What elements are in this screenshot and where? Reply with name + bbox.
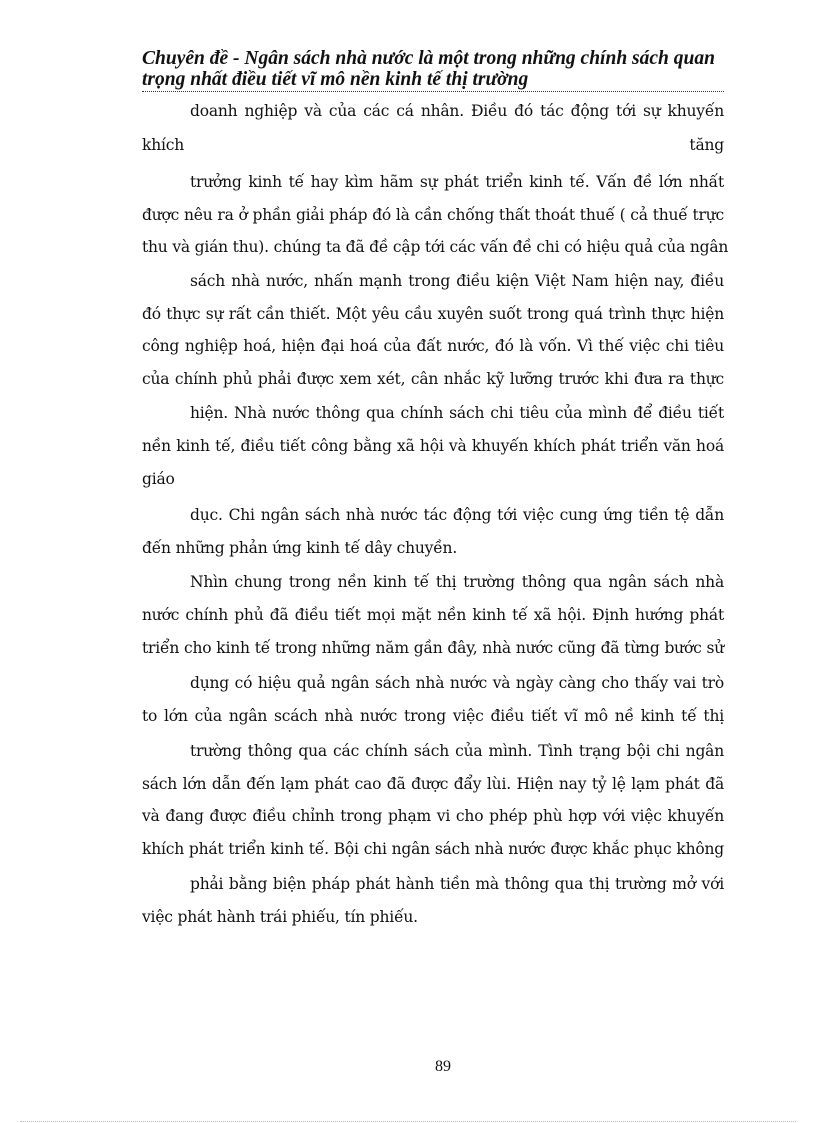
paragraph-line: và đang được điều chỉnh trong phạm vi cho phép phù hợp với việc khuyến: [142, 807, 724, 825]
paragraph-line: được nêu ra ở phần giải pháp đó là cần chống thất thoát thuế ( cả thuế trực: [142, 206, 724, 224]
paragraph-line: trường thông qua các chính sách của mình. Tình trạng bội chi ngân: [190, 742, 724, 760]
paragraph-line: khích phát triển kinh tế. Bội chi ngân sách nhà nước được khắc phục không: [142, 840, 724, 858]
word-left: khích: [142, 136, 184, 154]
running-header: [142, 48, 724, 92]
footer-divider: [20, 1121, 796, 1122]
paragraph-line: nước chính phủ đã điều tiết mọi mặt nền kinh tế xã hội. Định hướng phát: [142, 606, 724, 624]
paragraph-line: thu và gián thu). chúng ta đã đề cập tới các vấn đề chi có hiệu quả của ngân: [142, 238, 729, 256]
word-right: tăng: [689, 136, 724, 154]
header-line-2: trọng nhất điều tiết vĩ mô nền kinh tế thị trường: [142, 69, 529, 90]
paragraph-line: phải bằng biện pháp phát hành tiền mà thông qua thị trường mở với: [190, 875, 724, 893]
paragraph-line: nền kinh tế, điều tiết công bằng xã hội và khuyến khích phát triển văn hoá: [142, 437, 724, 455]
paragraph-line: đó thực sự rất cần thiết. Một yêu cầu xuyên suốt trong quá trình thực hiện: [142, 305, 724, 323]
paragraph-line: dụng có hiệu quả ngân sách nhà nước và ngày càng cho thấy vai trò: [190, 674, 724, 692]
paragraph-line: sách lớn dẫn đến lạm phát cao đã được đẩy lùi. Hiện nay tỷ lệ lạm phát đã: [142, 775, 724, 793]
paragraph-line: sách nhà nước, nhấn mạnh trong điều kiện Việt Nam hiện nay, điều: [190, 272, 724, 290]
paragraph-line: trưởng kinh tế hay kìm hãm sự phát triển kinh tế. Vấn đề lớn nhất: [190, 173, 724, 191]
paragraph-line: đến những phản ứng kinh tế dây chuyền.: [142, 539, 458, 557]
header-line-1: Chuyên đề - Ngân sách nhà nước là một trong những chính sách quan: [142, 48, 715, 69]
paragraph-line: to lớn của ngân scách nhà nước trong việc điều tiết vĩ mô nề kinh tế thị: [142, 707, 724, 725]
page-number: 89: [435, 1058, 451, 1075]
paragraph-line: [142, 135, 724, 155]
paragraph-line: doanh nghiệp và của các cá nhân. Điều đó tác động tới sự khuyến: [190, 102, 724, 120]
paragraph-line: triển cho kinh tế trong những năm gần đây, nhà nước cũng đã từng bước sử: [142, 639, 724, 657]
paragraph-line: của chính phủ phải được xem xét, cân nhắc kỹ lưỡng trước khi đưa ra thực: [142, 370, 724, 388]
paragraph-line: việc phát hành trái phiếu, tín phiếu.: [142, 908, 418, 926]
paragraph-line: giáo: [142, 470, 175, 488]
paragraph-line: dục. Chi ngân sách nhà nước tác động tới việc cung ứng tiền tệ dẫn: [190, 506, 724, 524]
paragraph-line: hiện. Nhà nước thông qua chính sách chi tiêu của mình để điều tiết: [190, 404, 724, 422]
paragraph-line: Nhìn chung trong nền kinh tế thị trường thông qua ngân sách nhà: [190, 573, 724, 591]
paragraph-line: công nghiệp hoá, hiện đại hoá của đất nước, đó là vốn. Vì thế việc chi tiêu: [142, 337, 724, 355]
